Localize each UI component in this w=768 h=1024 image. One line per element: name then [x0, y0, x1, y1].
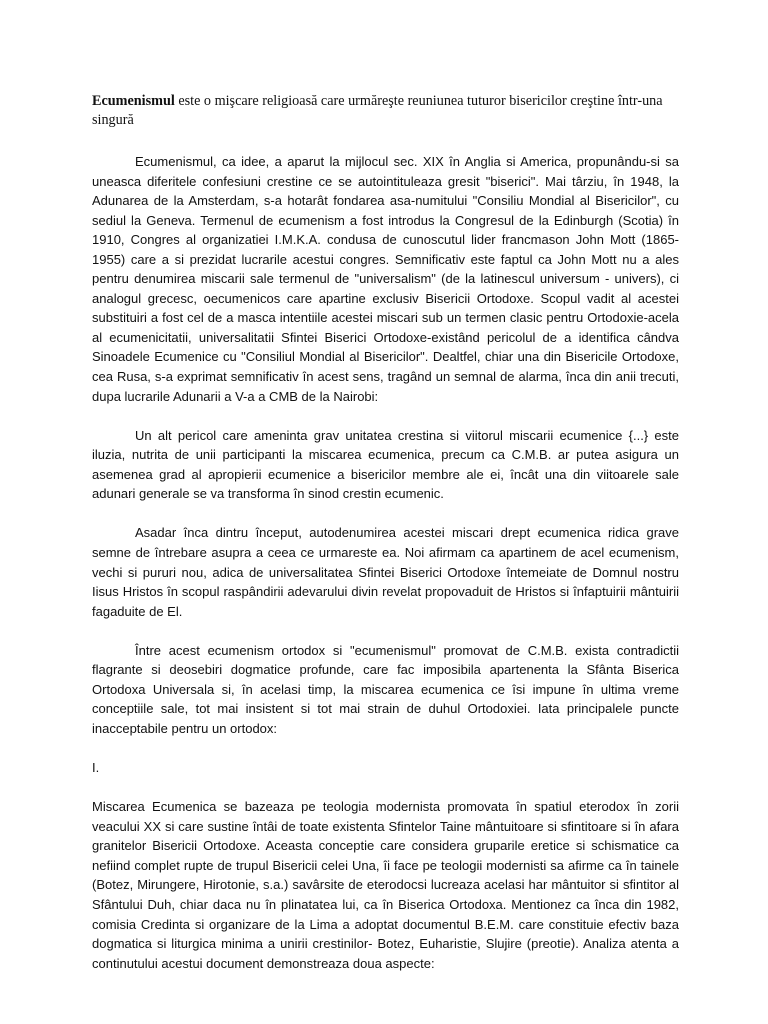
- title-bold-term: Ecumenismul: [92, 93, 175, 109]
- document-title: [92, 92, 692, 130]
- paragraph-4: Între acest ecumenism ortodox si "ecumenismul" promovat de C.M.B. exista contradictii flagrante si deosebiri dogmatice profunde, care fac imposibila apartenenta la Sfânta Biserica Ortodoxa Universala si, în acelasi timp, la miscarea ecumenica ce îsi impune în ultima vreme conceptiile sale, tot mai insistent si tot mai strain de duhul Ortodoxiei. Iata principalele puncte inacceptabile pentru un ortodox:: [92, 642, 679, 736]
- document-body: [92, 152, 679, 993]
- paragraph-5: Miscarea Ecumenica se bazeaza pe teologia modernista promovata în spatiul eterodox în zorii veacului XX si care sustine întâi de toate existenta Sfintelor Taine mântuitoare si sfintitoare si în afara granitelor Bisericii Ortodoxe. Aceasta conceptie care considera gruparile eretice si schismatice ca nefiind complet rupte de trupul Bisericii celei Una, îi face pe teologii modernisti sa afirme ca în tainele (Botez, Mirungere, Hirotonie, s.a.) savârsite de eterodocsi lucreaza acelasi har mântuitor si sfintitor al Sfântului Duh, chiar daca nu în plinatatea lui, ca în Biserica Ortodoxa. Mentionez ca înca din 1982, comisia Credinta si organizare de la Lima a adoptat documentul B.E.M. care constituie efectiv baza dogmatica si liturgica minima a unirii crestinilor- Botez, Euharistie, Slujire (preotie). Analiza atenta a continutului acestui document demonstreaza doua aspecte:: [92, 799, 679, 971]
- title-rest: este o mişcare religioasă care urmăreşte reuniunea tuturor bisericilor creştine într-una singură: [92, 93, 663, 128]
- paragraph-1: Ecumenismul, ca idee, a aparut la mijlocul sec. XIX în Anglia si America, propunându-si sa uneasca diferitele confesiuni crestine ce se autointituleaza gresit "biserici". Mai târziu, în 1948, la Adunarea de la Amsterdam, s-a hotarât fondarea asa-numitului "Consiliu Mondial al Bisericilor", cu sediul la Geneva. Termenul de ecumenism a fost introdus la Congresul de la Edinburgh (Scotia) în 1910, Congres al organizatiei I.M.K.A. condusa de cunoscutul lider francmason John Mott (1865-1955) care a si prezidat lucrarile acestui congres. Semnificativ este faptul ca John Mott nu a ales pentru denumirea miscarii sale termenul de "universalism" (de la latinescul universum - univers), ci analogul grecesc, oecumenicos care apartine exclusiv Bisericii Ortodoxe. Scopul vadit al acestei substituiri a fost cel de a masca intentiile acestei miscari sub un termen clasic pentru Ortodoxie-acela al ecumenicitatii, universalitatii Sfintei Biserici Ortodoxe-existând pericolul de a identifica cândva Sinoadele Ecumenice cu "Consiliul Mondial al Bisericilor". Dealtfel, chiar una din Bisericile Ortodoxe, cea Rusa, s-a exprimat semnificativ în acest sens, tragând un semnal de alarma, înca din anii trecuti, dupa lucrarile Adunarii a V-a a CMB de la Nairobi:: [92, 154, 679, 404]
- paragraph-3: Asadar înca dintru început, autodenumirea acestei miscari drept ecumenica ridica grave semne de întrebare asupra a ceea ce urmareste ea. Noi afirmam ca apartinem de acel ecumenism, vechi si pururi nou, adica de universalitatea Sfintei Biserici Ortodoxe întemeiate de Domnul nostru Iisus Hristos în scopul raspândirii adevarului divin revelat propovaduit de Hristos si înfaptuirii mântuirii fagaduite de El.: [92, 525, 679, 619]
- section-numeral: I.: [92, 760, 100, 776]
- paragraph-2: Un alt pericol care ameninta grav unitatea crestina si viitorul miscarii ecumenice {...} este iluzia, nutrita de unii participanti la miscarea ecumenica, precum ca C.M.B. ar putea asigura un asemenea grad al apropierii ecumenice a bisericilor membre ale ei, încât una din viitoarele sale adunari generale se va transforma în sinod crestin ecumenic.: [92, 427, 679, 502]
